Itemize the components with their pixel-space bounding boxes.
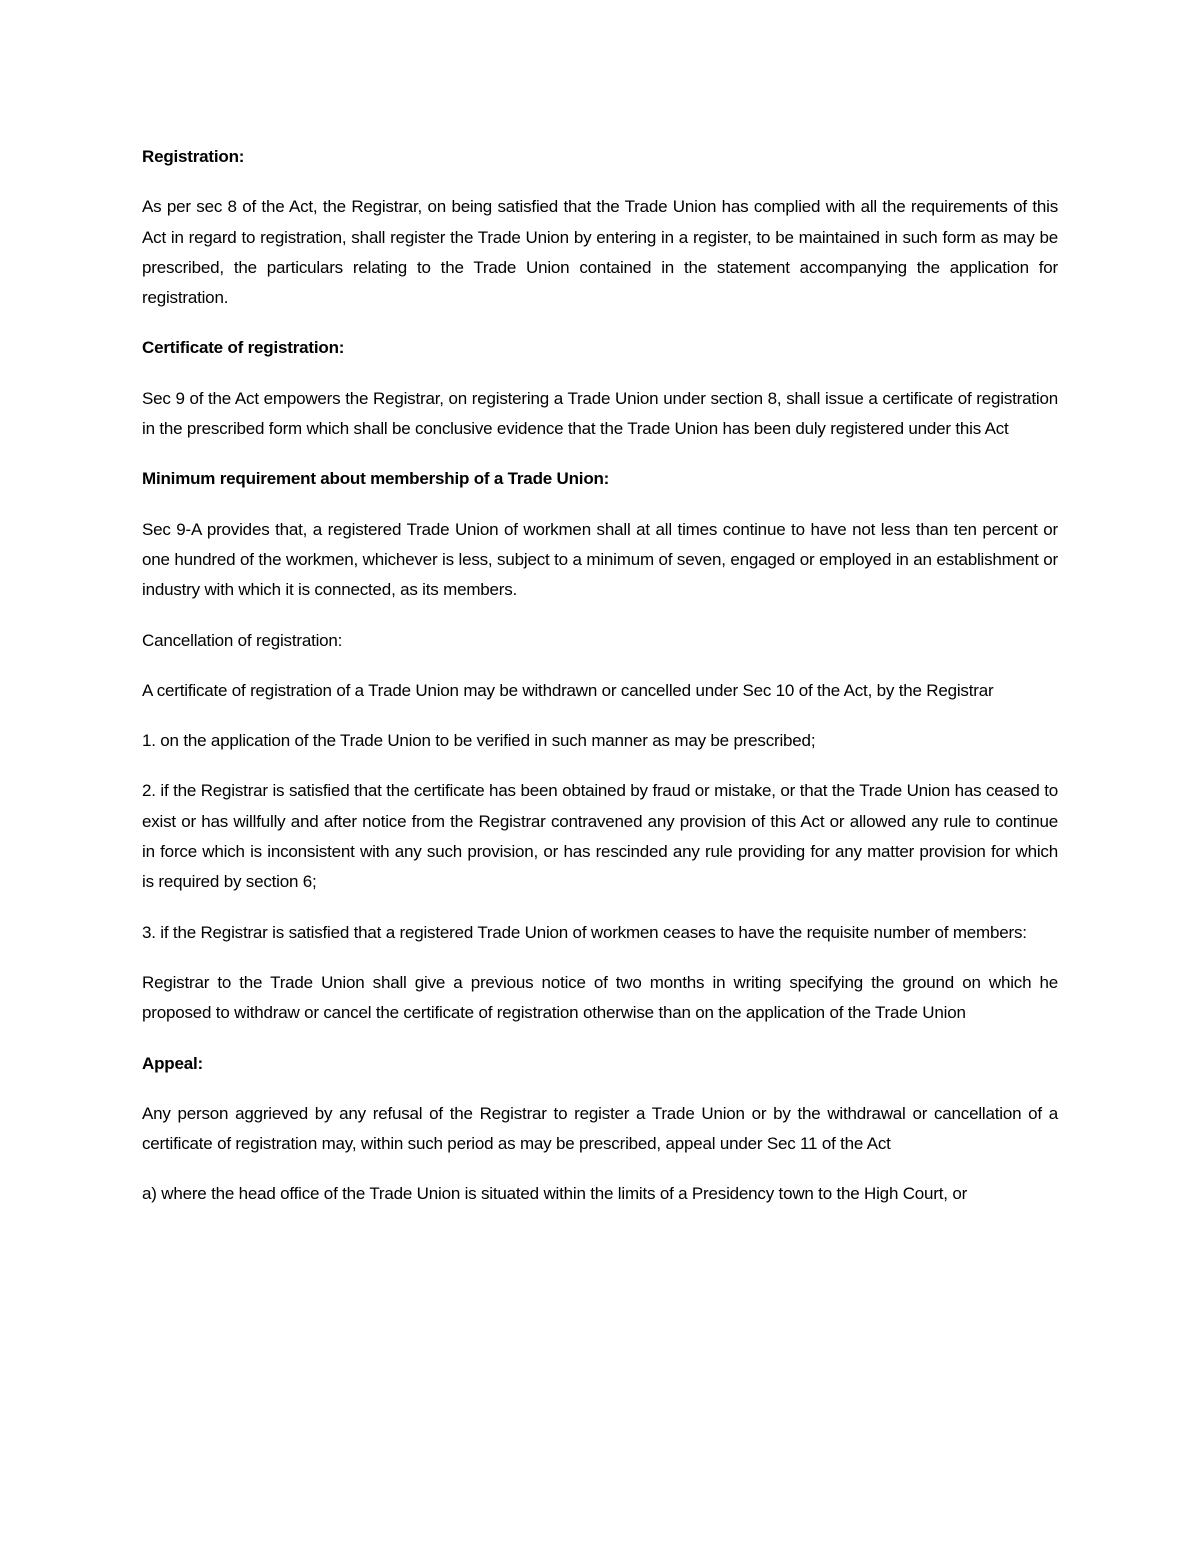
paragraph-minimum-requirement: Sec 9-A provides that, a registered Trade Union of workmen shall at all times continue to have not less than ten percent or one hundred of the workmen, whichever is less, subject to a minimum of seven, engaged or employed in an establishment or industry with which it is connected, as its members. [142, 519, 1058, 600]
paragraph-cancellation-of-registration: A certificate of registration of a Trade Union may be withdrawn or cancelled under Sec 10 of the Act, by the Registrar [142, 680, 994, 700]
heading-certificate-of-registration: Certificate of registration: [142, 338, 345, 358]
heading-minimum-requirement: Minimum requirement about membership of a Trade Union: [142, 469, 610, 489]
list-item-1: 1. on the application of the Trade Union to be verified in such manner as may be prescribed; [142, 731, 816, 751]
heading-cancellation-of-registration: Cancellation of registration: [142, 630, 343, 650]
list-item-a: a) where the head office of the Trade Union is situated within the limits of a Presidency town to the High Court, or [142, 1184, 968, 1204]
paragraph-appeal: Any person aggrieved by any refusal of the Registrar to register a Trade Union or by the withdrawal or cancellation of a certificate of registration may, within such period as may be prescribed, appeal under Sec 11 of the Act [142, 1103, 1058, 1154]
list-item-2: 2. if the Registrar is satisfied that the certificate has been obtained by fraud or mistake, or that the Trade Union has ceased to exist or has willfully and after notice from the Registrar contravened any provision of this Act or allowed any rule to continue in force which is inconsistent with any such provision, or has rescinded any rule providing for any matter provision for which is required by section 6; [142, 781, 1058, 892]
paragraph-previous-notice: Registrar to the Trade Union shall give a previous notice of two months in writing specifying the ground on which he proposed to withdraw or cancel the certificate of registration otherwise than on the application of the Trade Union [142, 972, 1058, 1023]
paragraph-registration: As per sec 8 of the Act, the Registrar, on being satisfied that the Trade Union has complied with all the requirements of this Act in regard to registration, shall register the Trade Union by entering in a register, to be maintained in such form as may be prescribed, the particulars relating to the Trade Union contained in the statement accompanying the application for registration. [142, 197, 1058, 308]
heading-appeal: Appeal: [142, 1053, 203, 1073]
list-item-3: 3. if the Registrar is satisfied that a registered Trade Union of workmen ceases to have the requisite number of members: [142, 922, 1027, 942]
document-body [142, 142, 1058, 1230]
heading-registration: Registration: [142, 147, 245, 166]
paragraph-certificate-of-registration: Sec 9 of the Act empowers the Registrar, on registering a Trade Union under section 8, shall issue a certificate of registration in the prescribed form which shall be conclusive evidence that the Trade Union has been duly registered under this Act [142, 388, 1058, 439]
